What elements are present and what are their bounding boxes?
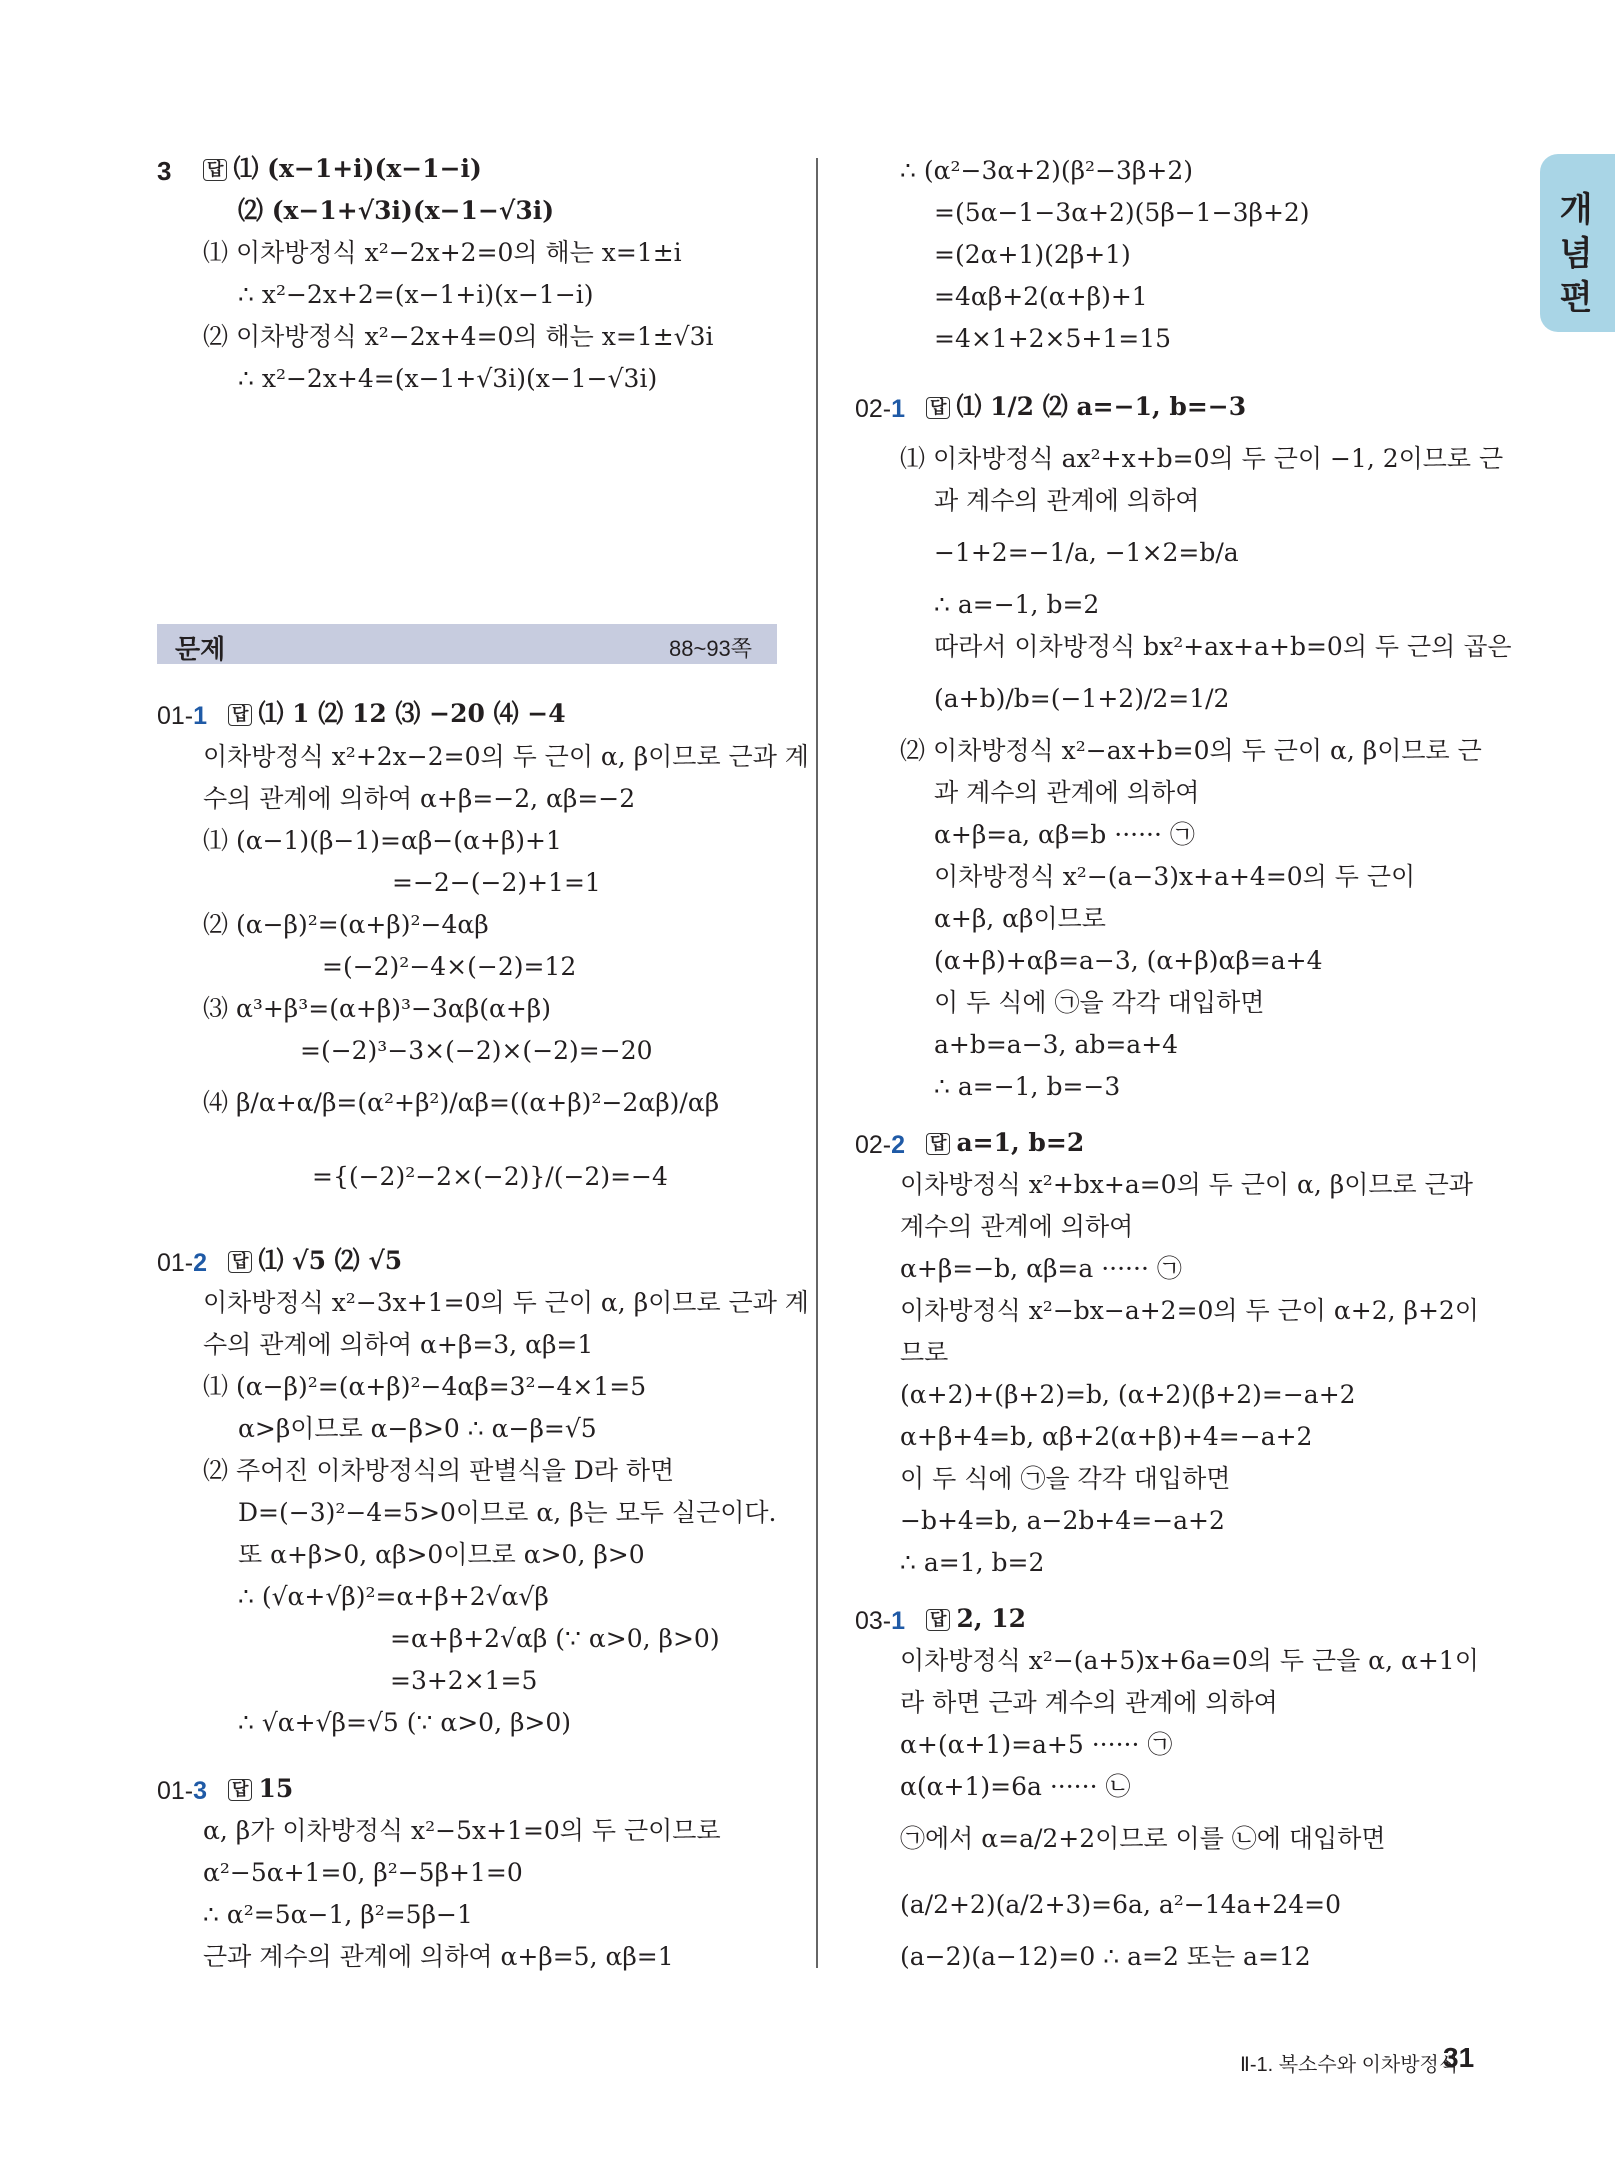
answer-badge: 답 (203, 159, 227, 181)
solution-line: 이차방정식 x²+bx+a=0의 두 근이 α, β이므로 근과 (900, 1170, 1473, 1199)
problem-id: 01-1 (157, 702, 208, 730)
solution-line: ∴ x²−2x+2=(x−1+i)(x−1−i) (238, 280, 594, 309)
solution-line: α+β+4=b, αβ+2(α+β)+4=−a+2 (900, 1422, 1313, 1451)
solution-line: ∴ x²−2x+4=(x−1+√3i)(x−1−√3i) (238, 364, 658, 393)
solution-line: α+β=a, αβ=b ······ ㉠ (934, 820, 1195, 849)
solution-line: (a+b)/b=(−1+2)/2=1/2 (934, 684, 1230, 713)
solution-line: =−2−(−2)+1=1 (392, 868, 601, 897)
solution-line: =α+β+2√αβ (∵ α>0, β>0) (390, 1624, 720, 1653)
answer-line: 답 ⑴ (x−1+i)(x−1−i) (203, 154, 482, 184)
solution-line: α+β, αβ이므로 (934, 904, 1106, 933)
solution-line: 근과 계수의 관계에 의하여 α+β=5, αβ=1 (203, 1942, 674, 1971)
solution-line: =4αβ+2(α+β)+1 (934, 282, 1148, 311)
answer-badge: 답 (926, 1133, 950, 1155)
solution-line: ∴ α²=5α−1, β²=5β−1 (203, 1900, 473, 1929)
problem-id: 03-1 (855, 1607, 906, 1635)
solution-line: α+(α+1)=a+5 ······ ㉠ (900, 1730, 1173, 1759)
solution-line: 이차방정식 x²−(a+5)x+6a=0의 두 근을 α, α+1이 (900, 1646, 1479, 1675)
answer-badge: 답 (228, 704, 252, 726)
solution-line: 이 두 식에 ㉠을 각각 대입하면 (900, 1464, 1231, 1493)
solution-line: ∴ a=−1, b=−3 (934, 1072, 1121, 1101)
solution-line: 라 하면 근과 계수의 관계에 의하여 (900, 1688, 1278, 1717)
problem-id: 02-2 (855, 1131, 906, 1159)
footer-chapter: Ⅱ-1. 복소수와 이차방정식 (1240, 2054, 1459, 2076)
solution-line: −b+4=b, a−2b+4=−a+2 (900, 1506, 1225, 1535)
answer-badge: 답 (228, 1779, 252, 1801)
solution-line: =(5α−1−3α+2)(5β−1−3β+2) (934, 198, 1310, 227)
solution-line: =(−2)²−4×(−2)=12 (322, 952, 577, 981)
solution-line: α+β=−b, αβ=a ······ ㉠ (900, 1254, 1182, 1283)
section-title: 문제 (175, 634, 226, 664)
solution-line: ㉠에서 α=a/2+2이므로 이를 ㉡에 대입하면 (900, 1824, 1386, 1853)
solution-line: 이차방정식 x²−(a−3)x+a+4=0의 두 근이 (934, 862, 1416, 891)
solution-line: α²−5α+1=0, β²−5β+1=0 (203, 1858, 523, 1887)
side-tab-char: 편 (1559, 278, 1593, 318)
solution-line: ∴ √α+√β=√5 (∵ α>0, β>0) (238, 1708, 572, 1737)
solution-line: (α+β)+αβ=a−3, (α+β)αβ=a+4 (934, 946, 1323, 975)
solution-line: α(α+1)=6a ······ ㉡ (900, 1772, 1131, 1801)
solution-line: =3+2×1=5 (390, 1666, 538, 1695)
solution-line: 수의 관계에 의하여 α+β=3, αβ=1 (203, 1330, 594, 1359)
solution-line: 이 두 식에 ㉠을 각각 대입하면 (934, 988, 1265, 1017)
page-number: 31 (1443, 2042, 1475, 2073)
solution-line: ={(−2)²−2×(−2)}/(−2)=−4 (312, 1162, 668, 1191)
solution-line: 과 계수의 관계에 의하여 (934, 486, 1200, 515)
answer-line: 답 ⑴ 1/2 ⑵ a=−1, b=−3 (926, 392, 1246, 422)
answer-badge: 답 (228, 1251, 252, 1273)
solution-line: 계수의 관계에 의하여 (900, 1212, 1134, 1241)
solution-line: (a/2+2)(a/2+3)=6a, a²−14a+24=0 (900, 1890, 1342, 1919)
solution-line: ⑴ 이차방정식 x²−2x+2=0의 해는 x=1±i (203, 238, 682, 267)
side-tab (1540, 154, 1615, 332)
solution-line: ⑴ (α−β)²=(α+β)²−4αβ=3²−4×1=5 (203, 1372, 647, 1401)
solution-line: α>β이므로 α−β>0 ∴ α−β=√5 (238, 1414, 597, 1443)
solution-line: =(−2)³−3×(−2)×(−2)=−20 (300, 1036, 653, 1065)
solution-line: ⑷ β/α+α/β=(α²+β²)/αβ=((α+β)²−2αβ)/αβ (203, 1088, 720, 1117)
solution-line: ∴ a=−1, b=2 (934, 590, 1100, 619)
solution-line: 므로 (900, 1338, 949, 1367)
solution-line: ⑴ (α−1)(β−1)=αβ−(α+β)+1 (203, 826, 562, 855)
solution-line: ⑵ 이차방정식 x²−2x+4=0의 해는 x=1±√3i (203, 322, 714, 351)
problem-id: 01-3 (157, 1777, 208, 1805)
answer-line: 답 2, 12 (926, 1604, 1026, 1634)
answer-line: 답 ⑴ √5 ⑵ √5 (228, 1246, 402, 1276)
solution-line: 이차방정식 x²−bx−a+2=0의 두 근이 α+2, β+2이 (900, 1296, 1479, 1325)
solution-line: 수의 관계에 의하여 α+β=−2, αβ=−2 (203, 784, 636, 813)
solution-line: =4×1+2×5+1=15 (934, 324, 1172, 353)
problem-id: 01-2 (157, 1249, 208, 1277)
column-divider (816, 158, 818, 1968)
answer-line: ⑵ (x−1+√3i)(x−1−√3i) (238, 196, 555, 225)
solution-line: 또 α+β>0, αβ>0이므로 α>0, β>0 (238, 1540, 645, 1569)
answer-line: 답 15 (228, 1774, 293, 1804)
solution-line: ∴ a=1, b=2 (900, 1548, 1045, 1577)
solution-line: −1+2=−1/a, −1×2=b/a (934, 538, 1239, 567)
answer-badge: 답 (926, 397, 950, 419)
solution-line: ⑵ 이차방정식 x²−ax+b=0의 두 근이 α, β이므로 근 (900, 736, 1482, 765)
section-pages: 88~93쪽 (669, 636, 753, 661)
answer-line: 답 a=1, b=2 (926, 1128, 1084, 1158)
solution-line: (a−2)(a−12)=0 ∴ a=2 또는 a=12 (900, 1942, 1311, 1971)
solution-line: (α+2)+(β+2)=b, (α+2)(β+2)=−a+2 (900, 1380, 1356, 1409)
solution-line: ∴ (α²−3α+2)(β²−3β+2) (900, 156, 1193, 185)
solution-line: =(2α+1)(2β+1) (934, 240, 1131, 269)
problem-id: 02-1 (855, 395, 906, 423)
solution-line: ⑶ α³+β³=(α+β)³−3αβ(α+β) (203, 994, 552, 1023)
solution-line: ⑵ 주어진 이차방정식의 판별식을 D라 하면 (203, 1456, 675, 1485)
solution-line: 과 계수의 관계에 의하여 (934, 778, 1200, 807)
solution-line: ⑵ (α−β)²=(α+β)²−4αβ (203, 910, 489, 939)
side-tab-char: 념 (1559, 234, 1593, 274)
solution-line: 따라서 이차방정식 bx²+ax+a+b=0의 두 근의 곱은 (934, 632, 1512, 661)
solution-line: 이차방정식 x²+2x−2=0의 두 근이 α, β이므로 근과 계 (203, 742, 809, 771)
side-tab-char: 개 (1559, 190, 1593, 230)
solution-line: α, β가 이차방정식 x²−5x+1=0의 두 근이므로 (203, 1816, 721, 1845)
solution-line: D=(−3)²−4=5>0이므로 α, β는 모두 실근이다. (238, 1498, 777, 1527)
solution-line: a+b=a−3, ab=a+4 (934, 1030, 1179, 1059)
solution-line: ∴ (√α+√β)²=α+β+2√α√β (238, 1582, 549, 1611)
answer-badge: 답 (926, 1609, 950, 1631)
problem-number: 3 (157, 156, 172, 186)
solution-line: 이차방정식 x²−3x+1=0의 두 근이 α, β이므로 근과 계 (203, 1288, 809, 1317)
solution-line: ⑴ 이차방정식 ax²+x+b=0의 두 근이 −1, 2이므로 근 (900, 444, 1504, 473)
answer-line: 답 ⑴ 1 ⑵ 12 ⑶ −20 ⑷ −4 (228, 699, 566, 729)
